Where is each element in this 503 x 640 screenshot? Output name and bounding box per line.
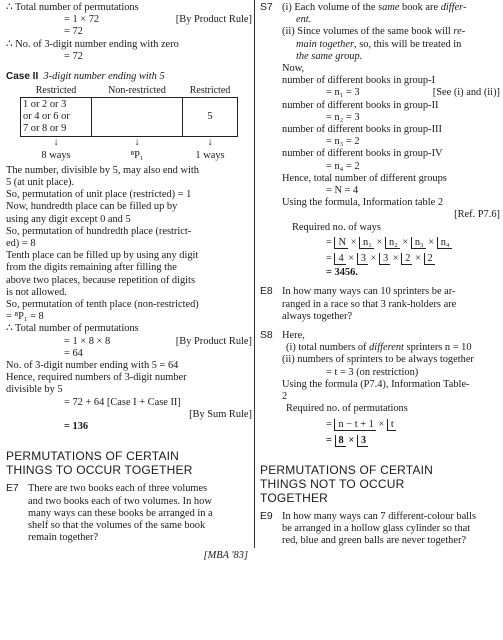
text-line: number of different books in group-IV <box>282 148 443 160</box>
factorial-term: 3 <box>357 253 368 265</box>
equation: = N = 4 <box>326 185 359 197</box>
factorial-term: n₄ <box>437 237 452 249</box>
paragraph <box>6 165 252 189</box>
text-line: Using the formula (P7.4), Information Table- <box>282 378 470 390</box>
arrow-row <box>20 137 250 161</box>
text-line: many ways can these books be arranged in a <box>28 507 213 519</box>
arrow-text: 8 ways <box>41 149 71 161</box>
example-body <box>282 511 500 548</box>
equation: = 64 <box>64 347 83 359</box>
answer: = 3456. <box>326 267 358 279</box>
equation: = 72 <box>64 50 83 62</box>
example-body <box>282 286 500 323</box>
heading-line: THINGS TO OCCUR TOGETHER <box>6 463 193 478</box>
factorial-equation: = 8 × 3 <box>326 434 367 446</box>
text-run: (i) total numbers of <box>286 342 370 354</box>
factorial-term: t <box>387 419 396 431</box>
text-line: So, permutation of tenth place (non-restricted) <box>6 299 199 311</box>
text-line: always together? <box>282 310 353 322</box>
text-line: In how many ways can 7 different-colour balls <box>282 510 476 522</box>
section-heading <box>6 449 252 477</box>
text-run: re- <box>453 26 466 38</box>
text-line: In how many ways can 10 sprinters be ar- <box>282 286 456 298</box>
factorial-term: 4 <box>334 253 345 265</box>
table-cell <box>92 98 183 137</box>
text-line: ∴ No. of 3-digit number ending with zero <box>6 38 179 50</box>
text-line <box>282 26 500 38</box>
heading-line: TOGETHER <box>260 490 329 505</box>
factorial-equation: = N × n₁ × n₂ × n₃ × n₄ <box>326 236 450 248</box>
equation-line <box>6 336 252 348</box>
text-run: same <box>378 2 400 13</box>
factorial-equation: = 4 × 3 × 3 × 2 × 2 <box>326 253 433 265</box>
text-line: shelf so that the volumes of the same book <box>28 519 206 531</box>
factorial-term: 3 <box>379 253 390 265</box>
example-body <box>28 483 252 562</box>
equation: = n₃ = 2 <box>326 136 360 148</box>
solution-s8 <box>260 330 500 447</box>
text-line: be arranged in a hollow glass cylinder so that <box>282 523 471 535</box>
case-label: Case II <box>6 71 39 83</box>
rule-note: [By Product Rule] <box>175 335 252 347</box>
factorial-term: 3 <box>357 435 368 447</box>
text-run: (ii) Since volumes of the same book will <box>282 26 454 38</box>
solution-body <box>282 330 500 447</box>
reference-note: [Ref. P7.6] <box>454 209 500 221</box>
text-line: Hence, total number of different groups <box>282 172 447 184</box>
equation-line <box>282 87 500 99</box>
text-line <box>282 2 500 14</box>
example-e8 <box>260 286 500 323</box>
text-line: Now, hundredth place can be filled up by <box>6 201 178 213</box>
text-line: ∴ Total number of permutations <box>6 2 139 13</box>
equation: = n₂ = 3 <box>326 111 360 123</box>
table-cell <box>21 98 92 137</box>
text-line: divisible by 5 <box>6 384 63 396</box>
example-label: E7 <box>6 483 19 495</box>
text-line: ∴ Total number of permutations <box>6 323 139 335</box>
equation: = 72 + 64 [Case I + Case II] <box>64 396 181 408</box>
factorial-term: n₃ <box>411 237 426 249</box>
arrow-label: ↓ 8 ways <box>41 137 71 161</box>
text-run: sprinters n = 10 <box>403 342 472 354</box>
equation: = n₄ = 2 <box>326 160 360 172</box>
equation: = ⁸P₁ = 8 <box>6 311 44 323</box>
cell-line: or 4 or 6 or <box>23 111 70 123</box>
text-line: The number, divisible by 5, may also end with <box>6 164 199 176</box>
source-reference: [MBA '83] <box>203 550 248 562</box>
text-line: is not allowed. <box>6 286 67 298</box>
equation: = n₁ = 3 <box>326 87 360 99</box>
factorial-term: n − t + 1 <box>334 419 375 431</box>
factorial-equation: = n − t + 1 × t <box>326 418 394 430</box>
text-run: , so, this will be treated in <box>354 38 462 50</box>
text-line: Hence, required numbers of 3-digit number <box>6 372 187 384</box>
text-line: number of different books in group-III <box>282 124 442 136</box>
text-line: Using the formula, Information table 2 <box>282 197 444 209</box>
text-line: No. of 3-digit number ending with 5 = 64 <box>6 360 179 372</box>
solution-body <box>282 2 500 279</box>
arrow-text: ⁸P₁ <box>130 149 144 161</box>
text-line: above two places, because repetition of digits <box>6 274 195 286</box>
text-line: Required no. of permutations <box>286 403 408 415</box>
text-line: 2 <box>282 391 288 403</box>
section-heading <box>260 463 500 505</box>
text-line: Now, <box>282 63 305 75</box>
text-line: There are two books each of three volumes <box>28 483 208 495</box>
text-line: So, permutation of unit place (restricted) = 1 <box>6 189 192 201</box>
cell-line: 7 or 8 or 9 <box>23 123 67 135</box>
example-label: E9 <box>260 510 273 522</box>
text-line: remain together? <box>28 532 99 544</box>
text-line: and two books each of two volumes. In how <box>28 495 212 507</box>
left-column <box>6 2 252 563</box>
heading-line: THINGS NOT TO OCCUR <box>260 476 405 491</box>
factorial-term: n₂ <box>385 237 400 249</box>
text-line: number of different books in group-I <box>282 75 436 87</box>
table-header: Restricted <box>35 85 77 97</box>
equation-line <box>6 14 252 26</box>
text-line: Here, <box>282 330 305 342</box>
text-line: ed) = 8 <box>6 238 36 250</box>
text-run: main together <box>296 38 355 50</box>
example-e9 <box>260 511 500 548</box>
text-run: different <box>369 342 404 354</box>
case-title: 3-digit number ending with 5 <box>43 71 165 83</box>
text-line: ent. <box>296 14 312 26</box>
text-line: from the digits remaining after filling the <box>6 262 177 274</box>
factorial-term: 8 <box>335 435 346 447</box>
case-heading <box>6 71 252 83</box>
text-run: book are <box>399 2 441 13</box>
text-line: (ii) numbers of sprinters to be always together <box>282 354 474 366</box>
heading-line: PERMUTATIONS OF CERTAIN <box>260 462 434 477</box>
factorial-term: 2 <box>424 253 435 265</box>
text-line <box>282 39 500 51</box>
solution-label: S7 <box>260 2 273 13</box>
table-header: Restricted <box>189 85 231 97</box>
text-line: using any digit except 0 and 5 <box>6 213 131 225</box>
answer: = 136 <box>64 421 89 433</box>
factorial-term: 2 <box>401 253 412 265</box>
rule-note: [By Product Rule] <box>175 14 252 26</box>
right-column <box>260 2 500 548</box>
equation: = 1 × 8 × 8 <box>64 335 111 347</box>
example-e7 <box>6 483 252 562</box>
text-line <box>282 342 500 354</box>
cell-line: 1 or 2 or 3 <box>23 99 67 111</box>
text-line: 5 (at unit place). <box>6 177 75 189</box>
choice-table <box>20 85 238 137</box>
solution-label: S8 <box>260 330 273 342</box>
equation: = t = 3 (on restriction) <box>326 366 419 378</box>
text-line: number of different books in group-II <box>282 99 439 111</box>
text-line: Required no. of ways <box>292 221 381 233</box>
text-run: differ- <box>440 2 467 13</box>
table-header: Non-restricted <box>108 85 166 97</box>
solution-s7 <box>260 2 500 279</box>
text-run: (i) Each volume of the <box>282 2 379 13</box>
arrow-label: ↓ 1 ways <box>195 137 225 161</box>
rule-note: [See (i) and (ii)] <box>432 87 500 99</box>
arrow-text: 1 ways <box>195 149 225 161</box>
heading-line: PERMUTATIONS OF CERTAIN <box>6 449 180 464</box>
rule-note: [By Sum Rule] <box>189 408 252 420</box>
arrow-label: ↓ ⁸P₁ <box>130 137 144 161</box>
text-line: So, permutation of hundredth place (restrict- <box>6 225 192 237</box>
factorial-term: N <box>334 237 348 249</box>
text-line: Tenth place can be filled up by using any digit <box>6 250 199 262</box>
text-line: the same group. <box>296 50 363 62</box>
column-divider <box>254 0 255 548</box>
text-line: red, blue and green balls are never together? <box>282 535 467 547</box>
table-cell: 5 <box>183 98 238 137</box>
example-label: E8 <box>260 286 273 298</box>
text-line: ranged in a race so that 3 rank-holders are <box>282 298 457 310</box>
factorial-term: n₁ <box>359 237 374 249</box>
equation: = 1 × 72 <box>64 14 100 26</box>
equation: = 72 <box>64 26 83 38</box>
